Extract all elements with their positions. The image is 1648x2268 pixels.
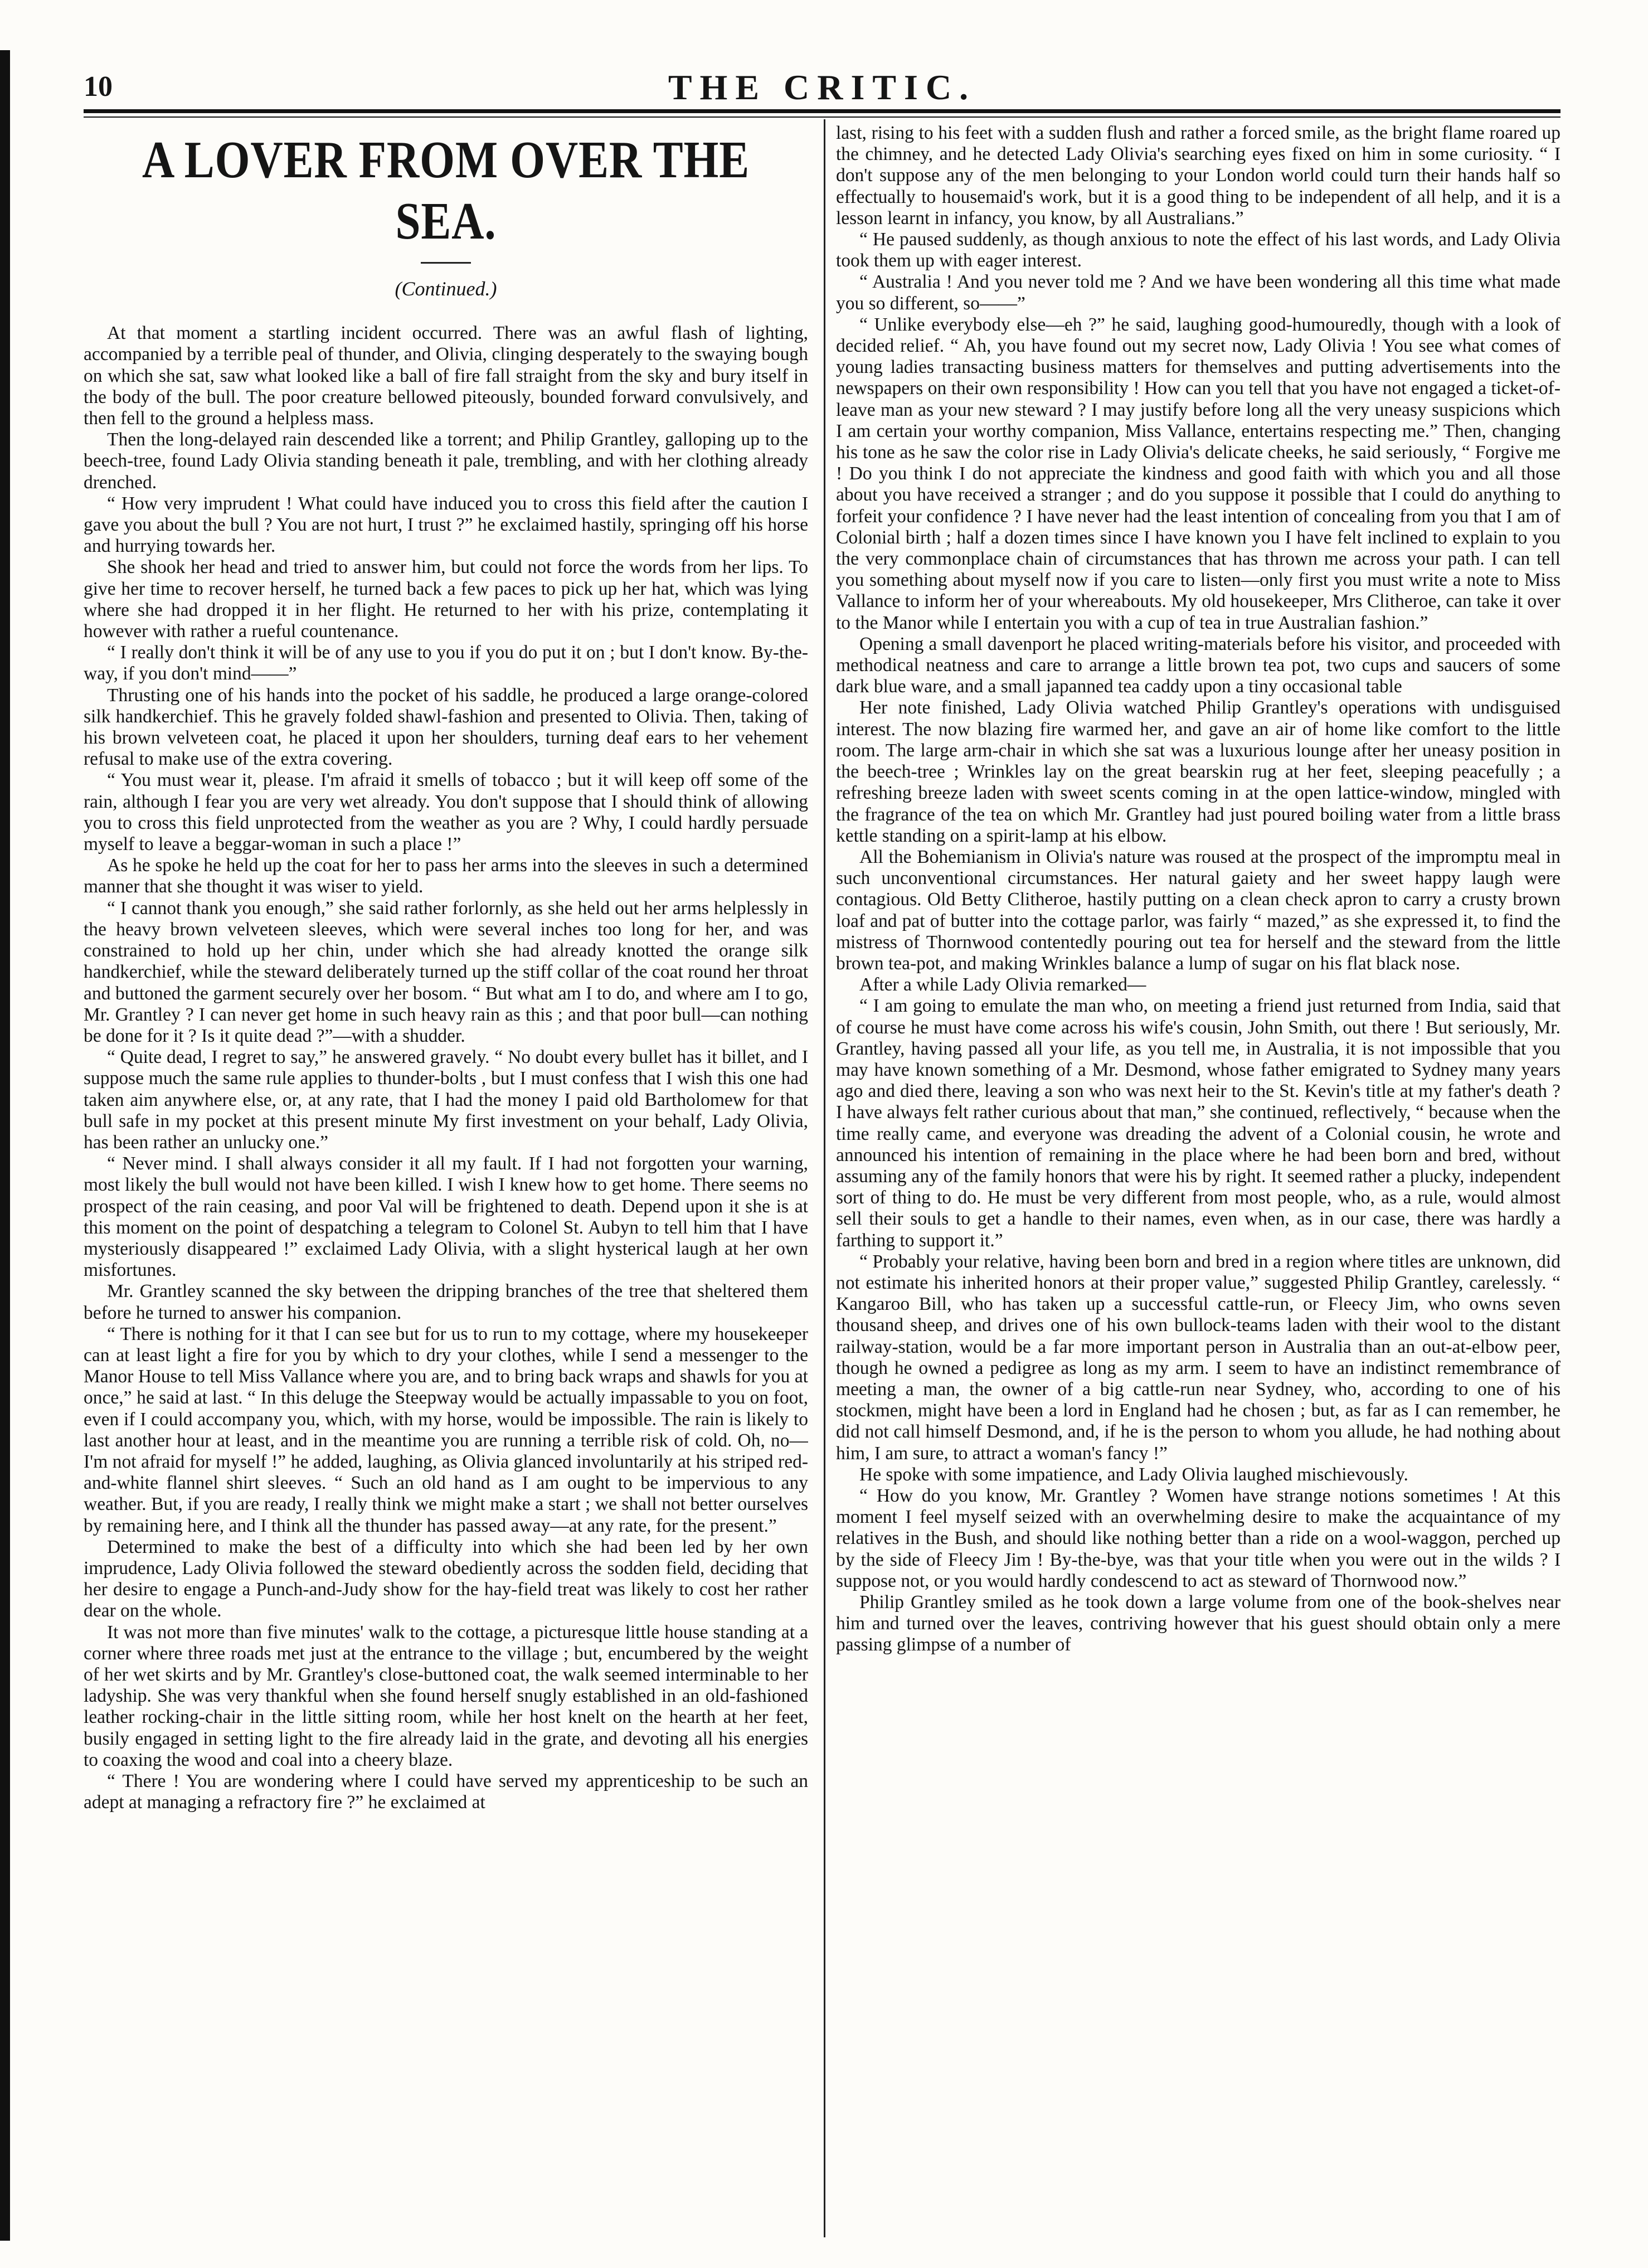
paragraph: “ I really don't think it will be of any use to you if you do put it on ; but I don't know. By-the-way, if you don't mind——” xyxy=(84,642,808,684)
masthead xyxy=(84,67,1561,111)
paragraph: It was not more than five minutes' walk to the cottage, a picturesque little house standing at a corner where three roads met just at the entrance to the village ; but, encumbered by the weight of her wet skirts and by Mr. Grantley's close-buttoned coat, the walk seemed interminable to her ladyship. She was very thankful when she found herself snugly established in an old-fashioned leather rocking-chair in the little sitting room, while her host knelt on the hearth at her feet, busily engaged in setting light to the fire already laid in the grate, and devoting all his energies to coaxing the wood and coal into a cheery blaze. xyxy=(84,1621,808,1770)
paragraph: Mr. Grantley scanned the sky between the dripping branches of the tree that sheltered them before he turned to answer his companion. xyxy=(84,1281,808,1323)
journal-title: THE CRITIC. xyxy=(668,67,976,107)
paragraph: “ Probably your relative, having been born and bred in a region where titles are unknown, did not estimate his inherited honors at their proper value,” suggested Philip Grantley, carelessly. “ Kangaroo Bill, who has taken up a successful cattle-run, or Fleecy Jim, who owns seven thousand sheep, and drives one of his own bullock-teams laden with their wool to the distant railway-station, would be a far more important person in Australia than an out-at-elbow peer, though he owned a pedigree as long as my arm. I seem to have an indistinct remembrance of meeting a man, the owner of a big cattle-run near Sydney, who, according to one of his stockmen, might have been a lord in England had he chosen ; but, as far as I can remember, he did not call himself Desmond, and, if he is the person to whom you allude, he had nothing about him, I am sure, to attract a woman's fancy !” xyxy=(836,1251,1561,1464)
paragraph: “ There is nothing for it that I can see but for us to run to my cottage, where my housekeeper can at least light a fire for you by which to dry your clothes, while I send a messenger to the Manor House to tell Miss Vallance where you are, and to bring back wraps and shawls for you at once,” he said at last. “ In this deluge the Steepway would be actually impassable to you on foot, even if I could accompany you, which, with my horse, would be impossible. The rain is likely to last another hour at least, and in the meantime you are running a terrible risk of cold. Oh, no—I'm not afraid for myself !” he added, laughing, as Olivia glanced involuntarily at his striped red-and-white flannel shirt sleeves. “ Such an old hand as I am ought to be impervious to any weather. But, if you are ready, I really think we might make a start ; we shall not better ourselves by remaining here, and I think all the thunder has passed away—at any rate, for the present.” xyxy=(84,1323,808,1536)
paragraph: Determined to make the best of a difficulty into which she had been led by her own imprudence, Lady Olivia followed the steward obediently across the sodden field, deciding that her desire to engage a Punch-and-Judy show for the hay-field treat was likely to cost her rather dear on the whole. xyxy=(84,1536,808,1621)
header-rule-thin xyxy=(84,116,1561,118)
paragraph: “ Quite dead, I regret to say,” he answered gravely. “ No doubt every bullet has it billet, and I suppose much the same rule applies to thunder-bolts , but I must confess that I wish this one had taken aim anywhere else, or, at any rate, that I had the money I paid old Bartholomew for that bull safe in my pocket at this present minute My first investment on your behalf, Lady Olivia, has been rather an unlucky one.” xyxy=(84,1047,808,1153)
paragraph: “ How very imprudent ! What could have induced you to cross this field after the caution I gave you about the bull ? You are not hurt, I trust ?” he exclaimed hastily, springing off his horse and hurrying towards her. xyxy=(84,493,808,557)
left-column xyxy=(84,122,808,2234)
right-column xyxy=(836,123,1561,2235)
header-rule-thick xyxy=(84,109,1561,113)
paragraph: “ I cannot thank you enough,” she said rather forlornly, as she held out her arms helplessly in the heavy brown velveteen sleeves, which were several inches too long for her, and was constrained to hold up her chin, under which she had already knotted the orange silk handkerchief, while the steward deliberately turned up the stiff collar of the coat round her throat and buttoned the garment securely over her bosom. “ But what am I to do, and where am I to go, Mr. Grantley ? I can never get home in such heavy rain as this ; and that poor bull—can nothing be done for it ? Is it quite dead ?”—with a shudder. xyxy=(84,897,808,1046)
paragraph: “ How do you know, Mr. Grantley ? Women have strange notions sometimes ! At this moment I feel myself seized with an overwhelming desire to make the acquaintance of my relatives in the Bush, and should like nothing better than a ride on a wool-waggon, perched up by the side of Fleecy Jim ! By-the-bye, was that your title when you were out in the wilds ? I suppose not, or you would hardly condescend to act as steward of Thornwood now.” xyxy=(836,1485,1561,1591)
title-rule xyxy=(421,262,471,264)
paragraph: Philip Grantley smiled as he took down a large volume from one of the book-shelves near him and turned over the leaves, contriving however that his guest should obtain only a mere passing glimpse of a number of xyxy=(836,1592,1561,1655)
paragraph: “ There ! You are wondering where I could have served my apprenticeship to be such an adept at managing a refractory fire ?” he exclaimed at xyxy=(84,1771,808,1813)
story-title: A LOVER FROM OVER THE SEA. xyxy=(142,131,750,250)
paragraph: After a while Lady Olivia remarked— xyxy=(859,974,1146,995)
paragraph: Then the long-delayed rain descended like a torrent; and Philip Grantley, galloping up to the beech-tree, found Lady Olivia standing beneath it pale, trembling, and with her clothing already drenched. xyxy=(84,429,808,493)
right-column-body xyxy=(836,123,1561,1656)
paragraph: He spoke with some impatience, and Lady Olivia laughed mischievously. xyxy=(859,1464,1408,1485)
continued-note: (Continued.) xyxy=(395,278,497,300)
page-edge-shadow xyxy=(0,50,10,2241)
paragraph: “ Never mind. I shall always consider it all my fault. If I had not forgotten your warning, most likely the bull would not have been killed. I wish I knew how to get home. There seems no prospect of the rain ceasing, and poor Val will be frightened to death. Depend upon it she is at this moment on the point of despatching a telegram to Colonel St. Aubyn to tell him that I have mysteriously disappeared !” exclaimed Lady Olivia, with a slight hysterical laugh at her own misfortunes. xyxy=(84,1153,808,1281)
paragraph: Thrusting one of his hands into the pocket of his saddle, he produced a large orange-colored silk handkerchief. This he gravely folded shawl-fashion and presented to Olivia. Then, taking of his brown velveteen coat, he placed it upon her shoulders, turning deaf ears to her vehement refusal to make use of the extra covering. xyxy=(84,684,808,770)
paragraph: At that moment a startling incident occurred. There was an awful flash of lighting, accompanied by a terrible peal of thunder, and Olivia, clinging desperately to the swaying bough on which she sat, saw what looked like a ball of fire fall straight from the sky and bury itself in the body of the bull. The poor creature bellowed piteously, bounded forward convulsively, and then fell to the ground a helpless mass. xyxy=(84,323,808,429)
paragraph: “ I am going to emulate the man who, on meeting a friend just returned from India, said that of course he must have come across his wife's cousin, John Smith, out there ! But seriously, Mr. Grantley, having passed all your life, as you tell me, in Australia, it is not impossible that you may have known something of a Mr. Desmond, whose father emigrated to Sydney many years ago and died there, leaving a son who was next heir to the St. Kevin's title at my father's death ? I have always felt rather curious about that man,” she continued, reflectively, “ because when the time really came, and everyone was dreading the advent of a Colonial cousin, he wrote and announced his intention of remaining in the place where he had been born and bred, without assuming any of the family honors that were his by right. It seemed rather a plucky, independent sort of thing to do. He must be very different from most people, who, as a rule, would almost sell their souls to get a handle to their names, even when, as in our case, there was hardly a farthing to support it.” xyxy=(836,995,1561,1251)
paragraph: All the Bohemianism in Olivia's nature was roused at the prospect of the impromptu meal in such unconventional circumstances. Her natural gaiety and her sweet happy laugh were contagious. Old Betty Clitheroe, hastily putting on a clean check apron to carry a crusty brown loaf and pat of butter into the cottage parlor, was fairly “ mazed,” as she expressed it, to find the mistress of Thornwood contentedly pouring out tea for herself and the steward from the little brown tea-pot, and making Wrinkles balance a lump of sugar on his flat black nose. xyxy=(836,846,1561,974)
paragraph: Her note finished, Lady Olivia watched Philip Grantley's operations with undisguised interest. The now blazing fire warmed her, and gave an air of home like comfort to the little room. The large arm-chair in which she sat was a luxurious lounge after her uneasy position in the beech-tree ; Wrinkles lay on the great bearskin rug at her feet, sleeping peacefully ; a refreshing breeze laden with sweet scents coming in at the open lattice-window, mingled with the fragrance of the tea on which Mr. Grantley had just poured boiling water from a little brass kettle standing on a spirit-lamp at his elbow. xyxy=(836,697,1561,846)
page-number: 10 xyxy=(84,71,113,103)
paragraph: last, rising to his feet with a sudden flush and rather a forced smile, as the bright flame roared up the chimney, and he detected Lady Olivia's searching eyes fixed on him in some curiosity. “ I don't suppose any of the men belonging to your London world could turn their hands half so effectually to housemaid's work, but it is a good thing to be independent of all help, and it is a lesson learnt in infancy, you know, by all Australians.” xyxy=(836,123,1561,229)
left-column-body xyxy=(84,323,808,1813)
paragraph: Opening a small davenport he placed writing-materials before his visitor, and proceeded with methodical neatness and care to arrange a little brown tea pot, two cups and saucers of some dark blue ware, and a small japanned tea caddy upon a tiny occasional table xyxy=(836,633,1561,697)
paragraph: As he spoke he held up the coat for her to pass her arms into the sleeves in such a determined manner that she thought it was wiser to yield. xyxy=(84,855,808,897)
paragraph: “ Unlike everybody else—eh ?” he said, laughing good-humouredly, though with a look of decided relief. “ Ah, you have found out my secret now, Lady Olivia ! You see what comes of young ladies transacting business matters for themselves and putting advertisements into the newspapers on their own responsibility ! How can you tell that you have not engaged a ticket-of-leave man as your new steward ? I may justify before long all the very uneasy suspicions which I am certain your worthy companion, Miss Vallance, entertains respecting me.” Then, changing his tone as he saw the color rise in Lady Olivia's delicate cheeks, he said seriously, “ Forgive me ! Do you think I do not appreciate the kindness and good faith with which you and all those about you have received a stranger ; and do you suppose it possible that I could do anything to forfeit your confidence ? I have never had the least intention of concealing from you that I am of Colonial birth ; half a dozen times since I have known you I have felt inclined to explain to you the very commonplace chain of circumstances that has thrown me across your path. I can tell you something about myself now if you care to listen—only first you must write a note to Miss Vallance to inform her of your whereabouts. My old housekeeper, Mrs Clitheroe, can take it over to the Manor while I entertain you with a cup of tea in true Australian fashion.” xyxy=(836,314,1561,633)
paragraph: She shook her head and tried to answer him, but could not force the words from her lips. To give her time to recover herself, he turned back a few paces to pick up her hat, which was lying where she had dropped it in her flight. He returned to her with his prize, contemplating it however with rather a rueful countenance. xyxy=(84,557,808,642)
paragraph: “ Australia ! And you never told me ? And we have been wondering all this time what made you so different, so——” xyxy=(836,271,1561,314)
paragraph: “ He paused suddenly, as though anxious to note the effect of his last words, and Lady Olivia took them up with eager interest. xyxy=(836,229,1561,271)
column-divider xyxy=(824,119,825,2237)
paragraph: “ You must wear it, please. I'm afraid it smells of tobacco ; but it will keep off some of the rain, although I fear you are very wet already. You don't suppose that I should think of allowing you to cross this field unprotected from the weather as you are ? Why, I could hardly persuade myself to leave a beggar-woman in such a place !” xyxy=(84,770,808,855)
